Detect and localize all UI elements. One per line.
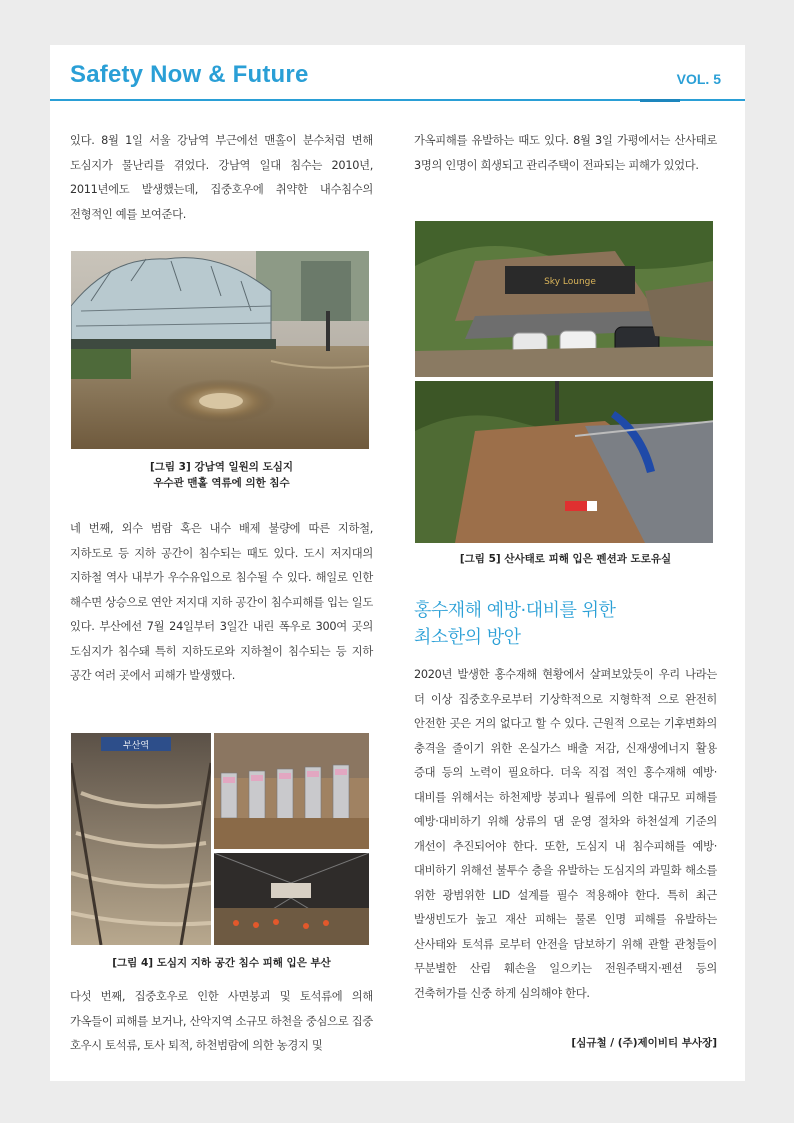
figure-3-caption-line-2: 우수관 맨홀 역류에 의한 침수 xyxy=(153,477,290,489)
right-paragraph-1: 가옥피해를 유발하는 때도 있다. 8월 3일 가평에서는 산사태로 3명의 인명이 희생되고 관리주택이 전파되는 피해가 있었다. xyxy=(414,134,717,172)
landslide-photo-collage xyxy=(415,221,713,543)
right-paragraph-2: 2020년 발생한 홍수재해 현황에서 살펴보았듯이 우리 나라는 더 이상 집중호우로부터 기상학적으로 지형학적 으로 완전히 안전한 곳은 거의 없다고 할 수 있다. 근원적 으로는 기후변화의 충격을 줄이기 위한 온실가스 배출 저감, 신재생에너지 활용 증대 등의 노력이 필요하다. 더욱 직접 적인 홍수재해 예방·대비를 위해서는 하천제방 붕괴나 월류에 의한 대규모 피해를 예방·대비하기 위해 상류의 댐 운영 절차와 하천설계 기준의 개선이 추진되어야 한다. 또한, 도심지 내 침수피해를 예방·대비하기 위해선 불투수 층을 유발하는 도심지의 과밀화 해소를 위한 광범위한 LID 설계를 필수 적용해야 한다. 특히 최근 발생빈도가 높고 재산 피해는 물론 인명 피해를 유발하는 산사태와 토석류 로부터 안전을 담보하기 위해 관할 관청들이 무분별한 산림 훼손을 일으키는 전원주택지·펜션 등의 건축허가를 신중 하게 심의해야 한다. xyxy=(414,668,717,1000)
left-paragraph-3-wrap xyxy=(70,985,373,1059)
pension-sign: Sky Lounge xyxy=(544,277,596,287)
left-column xyxy=(70,129,373,227)
left-paragraph-2-wrap xyxy=(70,517,373,689)
left-paragraph-2: 네 번째, 외수 범람 혹은 내수 배제 불량에 따른 지하철, 지하도로 등 지하 공간이 침수되는 때도 있다. 도시 저지대의 지하철 역사 내부가 우수유입으로 침수될 수 있다. 해일로 인한 해수면 상승으로 연안 저지대 지하 공간이 침수피해를 입는 일도 있다. 부산에선 7월 24일부터 3일간 내린 폭우로 300여 곳의 도심지가 침수돼 특히 지하도로와 지하철이 침수되는 등 지하 공간 여러 곳에서 피해가 발생했다. xyxy=(70,522,373,682)
figure-4-caption: [그림 4] 도심지 지하 공간 침수 피해 입은 부산 xyxy=(112,957,331,969)
busan-flood-collage xyxy=(71,733,369,945)
magazine-title: Safety Now & Future xyxy=(70,61,309,88)
right-paragraph-1-wrap xyxy=(414,129,717,178)
figure-5-caption: [그림 5] 산사태로 피해 입은 펜션과 도로유실 xyxy=(459,553,672,565)
page xyxy=(50,45,745,1081)
header-accent-tab xyxy=(640,99,680,102)
left-paragraph-1: 있다. 8월 1일 서울 강남역 부근에선 맨홀이 분수처럼 변해 도심지가 물난리를 겪었다. 강남역 일대 침수는 2010년, 2011년에도 발생했는데, 집중호우에 취약한 내수침수의 전형적인 예를 보여준다. xyxy=(70,134,373,221)
station-sign: 부산역 xyxy=(122,741,150,751)
figure-3-caption xyxy=(70,459,373,491)
figure-3-caption-line-1: [그림 3] 강남역 일원의 도심지 xyxy=(149,461,294,473)
right-paragraph-2-wrap xyxy=(414,663,717,1006)
section-heading xyxy=(414,597,717,651)
section-heading-line-1: 홍수재해 예방·대비를 위한 xyxy=(414,600,616,621)
figure-4-image xyxy=(71,733,369,945)
figure-4-caption-wrap xyxy=(70,955,373,971)
left-paragraph-3: 다섯 번째, 집중호우로 인한 사면붕괴 및 토석류에 의해 가옥들이 피해를 보거나, 산악지역 소규모 하천을 중심으로 집중 호우시 토석류, 토사 퇴적, 하천범람에 의한 농경지 및 xyxy=(70,990,373,1052)
figure-3-image xyxy=(71,251,369,449)
author-credit: [심규철 / (주)제이비티 부사장] xyxy=(571,1037,717,1049)
volume-label: VOL. 5 xyxy=(676,71,721,87)
gangnam-flood-photo xyxy=(71,251,369,449)
figure-5-image xyxy=(415,221,713,543)
section-heading-line-2: 최소한의 방안 xyxy=(414,627,521,648)
figure-5-caption-wrap xyxy=(414,551,717,567)
author-credit-wrap xyxy=(414,1035,717,1050)
